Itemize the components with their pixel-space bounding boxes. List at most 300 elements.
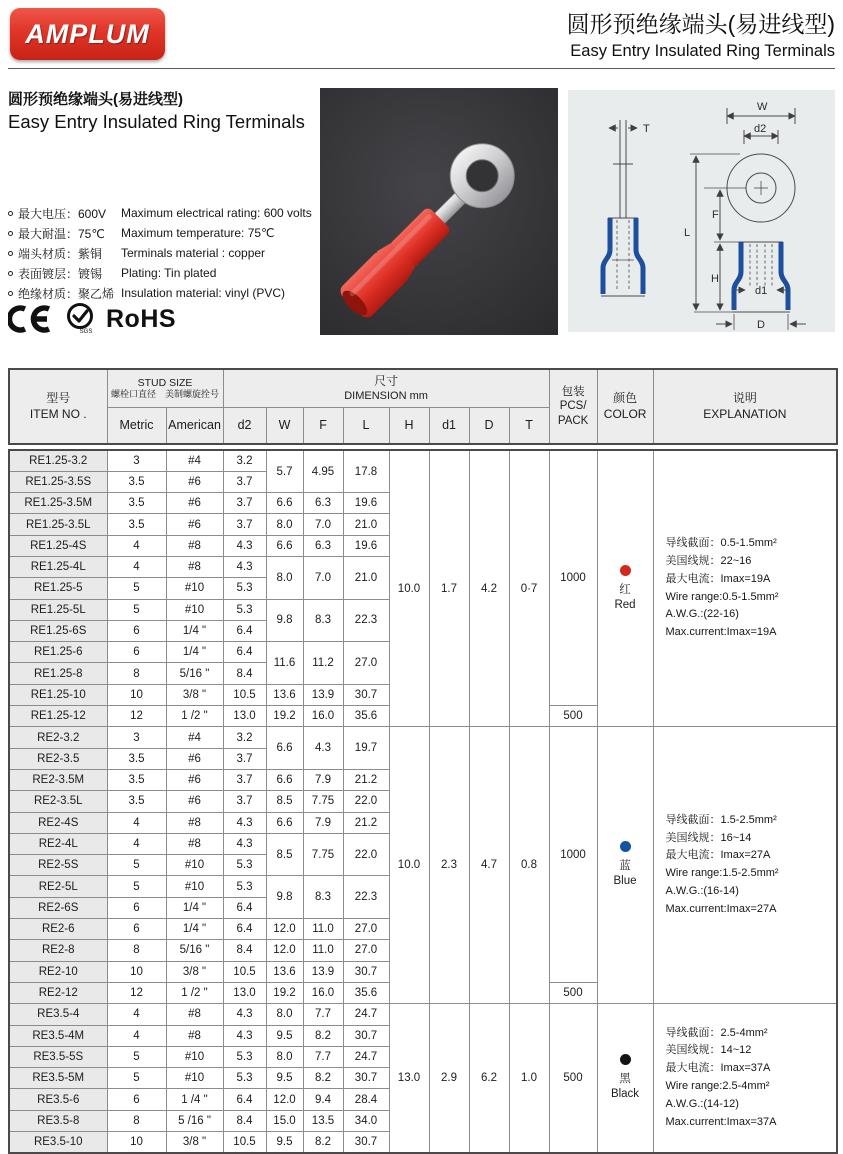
spec-zh: 端头材质：紫铜 bbox=[18, 246, 103, 261]
col-header-f: F bbox=[303, 407, 343, 444]
item-no-cell: RE1.25-3.2 bbox=[9, 450, 107, 471]
explanation-line: A.W.G.:(14-12) bbox=[665, 1097, 739, 1110]
bullet-icon bbox=[8, 271, 13, 276]
value-cell: 19.6 bbox=[343, 493, 389, 514]
value-cell: 6 bbox=[107, 642, 166, 663]
value-cell: 8.2 bbox=[303, 1025, 343, 1046]
value-cell: 8 bbox=[107, 663, 166, 684]
value-cell: 1000 bbox=[549, 727, 597, 983]
item-no-cell: RE2-5L bbox=[9, 876, 107, 897]
spec-en: Insulation material: vinyl (PVC) bbox=[121, 286, 286, 300]
color-dot-icon bbox=[620, 841, 631, 852]
page-title bbox=[567, 6, 835, 61]
value-cell: 5 bbox=[107, 1068, 166, 1089]
header-divider bbox=[8, 68, 835, 69]
value-cell: 21.0 bbox=[343, 556, 389, 599]
item-no-cell: RE1.25-10 bbox=[9, 684, 107, 705]
item-no-cell: RE2-12 bbox=[9, 982, 107, 1003]
value-cell: #6 bbox=[166, 769, 223, 790]
item-no-cell: RE2-6S bbox=[9, 897, 107, 918]
color-cell bbox=[597, 727, 653, 1004]
brand-logo-text: AMPLUM bbox=[25, 18, 150, 49]
col-header-item bbox=[9, 369, 107, 444]
value-cell: 4 bbox=[107, 1025, 166, 1046]
value-cell: 3.5 bbox=[107, 493, 166, 514]
value-cell: 27.0 bbox=[343, 919, 389, 940]
value-cell: 5 bbox=[107, 876, 166, 897]
value-cell: 10.0 bbox=[389, 450, 429, 727]
sgs-label: SGS bbox=[79, 329, 93, 335]
explanation-line: 最大电流：Imax=19A bbox=[665, 572, 771, 585]
product-photo bbox=[320, 88, 558, 335]
item-no-cell: RE1.25-3.5S bbox=[9, 471, 107, 492]
value-cell: 30.7 bbox=[343, 684, 389, 705]
dim-label-w: W bbox=[757, 101, 768, 113]
value-cell: 12 bbox=[107, 982, 166, 1003]
value-cell: 19.7 bbox=[343, 727, 389, 770]
value-cell: 4.3 bbox=[223, 833, 266, 854]
value-cell: 1/4 " bbox=[166, 897, 223, 918]
item-no-cell: RE1.25-3.5L bbox=[9, 514, 107, 535]
value-cell: 3.7 bbox=[223, 514, 266, 535]
ce-mark-icon bbox=[8, 304, 54, 334]
value-cell: 2.9 bbox=[429, 1004, 469, 1153]
value-cell: 3 bbox=[107, 727, 166, 748]
sgs-mark-icon bbox=[64, 302, 96, 336]
value-cell: 11.0 bbox=[303, 919, 343, 940]
color-name-zh: 红 bbox=[619, 583, 631, 596]
value-cell: 3/8 " bbox=[166, 684, 223, 705]
item-no-cell: RE1.25-8 bbox=[9, 663, 107, 684]
spec-row bbox=[8, 243, 316, 263]
value-cell: 6.4 bbox=[223, 897, 266, 918]
value-cell: 7.75 bbox=[303, 833, 343, 876]
pack-en1: PCS/ bbox=[559, 400, 587, 413]
value-cell: 10.5 bbox=[223, 684, 266, 705]
pack-en2: PACK bbox=[557, 414, 589, 427]
explanation-line: A.W.G.:(16-14) bbox=[665, 885, 739, 898]
spec-row bbox=[8, 203, 316, 223]
value-cell: 4 bbox=[107, 1004, 166, 1025]
item-no-cell: RE2-3.5L bbox=[9, 791, 107, 812]
spec-row bbox=[8, 223, 316, 243]
item-no-cell: RE1.25-12 bbox=[9, 706, 107, 727]
value-cell: 4.3 bbox=[223, 556, 266, 577]
item-no-cell: RE2-6 bbox=[9, 919, 107, 940]
item-no-cell: RE2-4S bbox=[9, 812, 107, 833]
value-cell: 9.5 bbox=[266, 1132, 303, 1153]
value-cell: 3.7 bbox=[223, 748, 266, 769]
value-cell: 13.0 bbox=[389, 1004, 429, 1153]
explanation-zh: 说明 bbox=[732, 390, 757, 405]
color-name-en: Blue bbox=[613, 875, 637, 888]
value-cell: #8 bbox=[166, 833, 223, 854]
value-cell: 12 bbox=[107, 706, 166, 727]
value-cell: 6.6 bbox=[266, 727, 303, 770]
value-cell: 22.0 bbox=[343, 791, 389, 812]
value-cell: 19.2 bbox=[266, 982, 303, 1003]
item-no-cell: RE3.5-5S bbox=[9, 1046, 107, 1067]
value-cell: 10.5 bbox=[223, 1132, 266, 1153]
value-cell: 6.3 bbox=[303, 493, 343, 514]
value-cell: 8 bbox=[107, 1110, 166, 1131]
col-header-t: T bbox=[509, 407, 549, 444]
value-cell: 6 bbox=[107, 919, 166, 940]
item-no-cell: RE1.25-3.5M bbox=[9, 493, 107, 514]
value-cell: 7.9 bbox=[303, 812, 343, 833]
col-header-h: H bbox=[389, 407, 429, 444]
value-cell: 1/4 " bbox=[166, 919, 223, 940]
value-cell: 17.8 bbox=[343, 450, 389, 493]
value-cell: 3.7 bbox=[223, 471, 266, 492]
value-cell: 8.2 bbox=[303, 1068, 343, 1089]
value-cell: 3.5 bbox=[107, 791, 166, 812]
value-cell: #8 bbox=[166, 556, 223, 577]
value-cell: 27.0 bbox=[343, 642, 389, 685]
value-cell: #10 bbox=[166, 1046, 223, 1067]
dim-label-d1: d1 bbox=[755, 285, 768, 297]
value-cell: 3.5 bbox=[107, 471, 166, 492]
table-row bbox=[9, 727, 837, 748]
value-cell: 7.9 bbox=[303, 769, 343, 790]
value-cell: 30.7 bbox=[343, 1068, 389, 1089]
value-cell: 6.6 bbox=[266, 812, 303, 833]
spec-en: Maximum electrical rating: 600 volts bbox=[121, 206, 312, 220]
value-cell: 5.3 bbox=[223, 1046, 266, 1067]
value-cell: #6 bbox=[166, 748, 223, 769]
value-cell: 22.0 bbox=[343, 833, 389, 876]
color-dot-icon bbox=[620, 565, 631, 576]
value-cell: 6.4 bbox=[223, 620, 266, 641]
spec-en: Plating: Tin plated bbox=[121, 266, 217, 280]
value-cell: 35.6 bbox=[343, 706, 389, 727]
value-cell: 5 bbox=[107, 855, 166, 876]
value-cell: 24.7 bbox=[343, 1004, 389, 1025]
dim-label-t: T bbox=[643, 123, 650, 135]
product-intro bbox=[8, 88, 316, 133]
item-no-cell: RE2-3.2 bbox=[9, 727, 107, 748]
item-no-cell: RE1.25-5 bbox=[9, 578, 107, 599]
value-cell: 4.3 bbox=[223, 812, 266, 833]
item-no-cell: RE2-4L bbox=[9, 833, 107, 854]
explanation-line: 导线截面：0.5-1.5mm² bbox=[665, 537, 777, 550]
value-cell: 6 bbox=[107, 1089, 166, 1110]
explanation-line: 导线截面：1.5-2.5mm² bbox=[665, 813, 777, 826]
value-cell: 8.2 bbox=[303, 1132, 343, 1153]
explanation-line: 美国线规：22~16 bbox=[665, 555, 752, 568]
value-cell: #8 bbox=[166, 535, 223, 556]
spec-table-body bbox=[8, 449, 838, 1154]
value-cell: 6 bbox=[107, 620, 166, 641]
value-cell: 4.2 bbox=[469, 450, 509, 727]
bullet-icon bbox=[8, 291, 13, 296]
value-cell: 5.3 bbox=[223, 876, 266, 897]
pack-zh: 包装 bbox=[561, 385, 585, 398]
value-cell: 21.2 bbox=[343, 812, 389, 833]
value-cell: #10 bbox=[166, 1068, 223, 1089]
value-cell: 4 bbox=[107, 812, 166, 833]
col-header-pack bbox=[549, 369, 597, 444]
value-cell: 28.4 bbox=[343, 1089, 389, 1110]
value-cell: 3/8 " bbox=[166, 1132, 223, 1153]
value-cell: 21.0 bbox=[343, 514, 389, 535]
color-zh: 颜色 bbox=[613, 390, 638, 405]
col-header-metric: Metric bbox=[107, 407, 166, 444]
value-cell: 13.5 bbox=[303, 1110, 343, 1131]
value-cell: 1000 bbox=[549, 450, 597, 706]
spec-en: Terminals material : copper bbox=[121, 246, 266, 260]
value-cell: 27.0 bbox=[343, 940, 389, 961]
item-no-cell: RE3.5-8 bbox=[9, 1110, 107, 1131]
value-cell: 34.0 bbox=[343, 1110, 389, 1131]
dim-label-l: L bbox=[684, 227, 691, 239]
product-title-en: Easy Entry Insulated Ring Terminals bbox=[8, 111, 305, 132]
explanation-line: 美国线规：16~14 bbox=[665, 831, 752, 844]
value-cell: 22.3 bbox=[343, 599, 389, 642]
value-cell: #8 bbox=[166, 812, 223, 833]
spec-zh: 表面镀层：镀锡 bbox=[18, 266, 103, 281]
value-cell: 24.7 bbox=[343, 1046, 389, 1067]
explanation-line: 最大电流：Imax=37A bbox=[665, 1062, 771, 1075]
item-no-cell: RE1.25-5L bbox=[9, 599, 107, 620]
value-cell: 30.7 bbox=[343, 1025, 389, 1046]
value-cell: 5 /16 " bbox=[166, 1110, 223, 1131]
item-no-cell: RE3.5-4 bbox=[9, 1004, 107, 1025]
value-cell: 35.6 bbox=[343, 982, 389, 1003]
value-cell: 500 bbox=[549, 706, 597, 727]
value-cell: 9.8 bbox=[266, 599, 303, 642]
color-dot-icon bbox=[620, 1054, 631, 1065]
spec-zh: 最大电压：600V bbox=[18, 206, 107, 221]
value-cell: 7.0 bbox=[303, 514, 343, 535]
explanation-cell bbox=[653, 450, 837, 727]
value-cell: #10 bbox=[166, 578, 223, 599]
bullet-icon bbox=[8, 211, 13, 216]
col-header-explanation bbox=[653, 369, 837, 444]
value-cell: 3.2 bbox=[223, 450, 266, 471]
spec-table-header bbox=[8, 368, 838, 445]
color-name-en: Red bbox=[614, 598, 636, 611]
dimension-zh: 尺寸 bbox=[374, 374, 399, 389]
value-cell: 16.0 bbox=[303, 982, 343, 1003]
item-no-cell: RE2-3.5M bbox=[9, 769, 107, 790]
value-cell: 15.0 bbox=[266, 1110, 303, 1131]
value-cell: 5 bbox=[107, 599, 166, 620]
col-header-stud-size bbox=[107, 369, 223, 407]
ring-terminal-photo bbox=[320, 88, 558, 335]
value-cell: 7.7 bbox=[303, 1004, 343, 1025]
rohs-label: RoHS bbox=[106, 304, 177, 333]
value-cell: 19.6 bbox=[343, 535, 389, 556]
value-cell: 4.3 bbox=[303, 727, 343, 770]
value-cell: 11.2 bbox=[303, 642, 343, 685]
value-cell: 6.3 bbox=[303, 535, 343, 556]
page-title-zh: 圆形预绝缘端头(易进线型) bbox=[566, 11, 835, 37]
explanation-line: Max.current:Imax=27A bbox=[665, 902, 777, 915]
item-no-cell: RE2-8 bbox=[9, 940, 107, 961]
value-cell: 11.0 bbox=[303, 940, 343, 961]
value-cell: 6.6 bbox=[266, 769, 303, 790]
value-cell: 8.0 bbox=[266, 556, 303, 599]
value-cell: 12.0 bbox=[266, 940, 303, 961]
value-cell: 6.4 bbox=[223, 642, 266, 663]
value-cell: 22.3 bbox=[343, 876, 389, 919]
value-cell: 13.6 bbox=[266, 684, 303, 705]
value-cell: 0·7 bbox=[509, 450, 549, 727]
value-cell: #10 bbox=[166, 599, 223, 620]
item-no-cell: RE1.25-4L bbox=[9, 556, 107, 577]
value-cell: 500 bbox=[549, 982, 597, 1003]
value-cell: 30.7 bbox=[343, 1132, 389, 1153]
value-cell: 19.2 bbox=[266, 706, 303, 727]
value-cell: 30.7 bbox=[343, 961, 389, 982]
value-cell: 1.7 bbox=[429, 450, 469, 727]
value-cell: 4 bbox=[107, 556, 166, 577]
value-cell: 8.4 bbox=[223, 1110, 266, 1131]
value-cell: 10.5 bbox=[223, 961, 266, 982]
item-no-cell: RE3.5-6 bbox=[9, 1089, 107, 1110]
color-cell bbox=[597, 1004, 653, 1153]
value-cell: 4.3 bbox=[223, 535, 266, 556]
value-cell: 4.3 bbox=[223, 1004, 266, 1025]
col-header-american: American bbox=[166, 407, 223, 444]
color-en: COLOR bbox=[603, 406, 647, 421]
value-cell: 1 /4 " bbox=[166, 1089, 223, 1110]
item-no-cell: RE3.5-4M bbox=[9, 1025, 107, 1046]
item-no-cell: RE2-10 bbox=[9, 961, 107, 982]
spec-zh: 最大耐温：75℃ bbox=[18, 226, 105, 241]
value-cell: 12.0 bbox=[266, 919, 303, 940]
explanation-line: Wire range:1.5-2.5mm² bbox=[665, 867, 779, 880]
color-name-en: Black bbox=[610, 1087, 640, 1100]
explanation-line: Wire range:0.5-1.5mm² bbox=[665, 590, 779, 603]
value-cell: 5.3 bbox=[223, 855, 266, 876]
dimension-en: DIMENSION mm bbox=[344, 390, 428, 403]
item-no-cell: RE1.25-4S bbox=[9, 535, 107, 556]
value-cell: #10 bbox=[166, 855, 223, 876]
col-header-d2: d2 bbox=[223, 407, 266, 444]
value-cell: 7.7 bbox=[303, 1046, 343, 1067]
dimension-diagram bbox=[568, 90, 835, 332]
value-cell: 7.75 bbox=[303, 791, 343, 812]
value-cell: 8.3 bbox=[303, 876, 343, 919]
explanation-line: 导线截面：2.5-4mm² bbox=[665, 1026, 768, 1039]
color-name-zh: 黑 bbox=[619, 1073, 631, 1086]
value-cell: 1/4 " bbox=[166, 620, 223, 641]
color-name-zh: 蓝 bbox=[619, 860, 631, 873]
value-cell: 10 bbox=[107, 1132, 166, 1153]
value-cell: 3.5 bbox=[107, 769, 166, 790]
value-cell: 5/16 " bbox=[166, 940, 223, 961]
value-cell: 6 bbox=[107, 897, 166, 918]
value-cell: 4.7 bbox=[469, 727, 509, 1004]
value-cell: 8.5 bbox=[266, 791, 303, 812]
stud-size-zh: 螺栓口直径 美制螺旋拴号 bbox=[111, 388, 220, 399]
value-cell: 16.0 bbox=[303, 706, 343, 727]
page-title-en: Easy Entry Insulated Ring Terminals bbox=[570, 42, 835, 60]
value-cell: 3.2 bbox=[223, 727, 266, 748]
spec-list bbox=[8, 203, 316, 303]
spec-row bbox=[8, 283, 316, 303]
item-no-cell: RE1.25-6 bbox=[9, 642, 107, 663]
value-cell: 1.0 bbox=[509, 1004, 549, 1153]
explanation-en: EXPLANATION bbox=[703, 406, 787, 421]
value-cell: 8.4 bbox=[223, 663, 266, 684]
value-cell: 10 bbox=[107, 684, 166, 705]
value-cell: #6 bbox=[166, 514, 223, 535]
value-cell: #4 bbox=[166, 450, 223, 471]
explanation-line: 最大电流：Imax=27A bbox=[665, 849, 771, 862]
value-cell: 10.0 bbox=[389, 727, 429, 1004]
value-cell: 5.3 bbox=[223, 1068, 266, 1089]
value-cell: 1 /2 " bbox=[166, 982, 223, 1003]
value-cell: 5.3 bbox=[223, 599, 266, 620]
value-cell: #6 bbox=[166, 471, 223, 492]
explanation-line: Max.current:Imax=19A bbox=[665, 626, 777, 639]
value-cell: 3.7 bbox=[223, 769, 266, 790]
explanation-line: Wire range:2.5-4mm² bbox=[665, 1080, 770, 1092]
value-cell: 500 bbox=[549, 1004, 597, 1153]
stud-size-en: STUD SIZE bbox=[137, 376, 193, 389]
value-cell: 21.2 bbox=[343, 769, 389, 790]
value-cell: 1 /2 " bbox=[166, 706, 223, 727]
value-cell: 2.3 bbox=[429, 727, 469, 1004]
value-cell: 9.8 bbox=[266, 876, 303, 919]
spec-row bbox=[8, 263, 316, 283]
item-no-cell: RE3.5-10 bbox=[9, 1132, 107, 1153]
value-cell: 4 bbox=[107, 833, 166, 854]
value-cell: 8 bbox=[107, 940, 166, 961]
item-no-cell: RE2-5S bbox=[9, 855, 107, 876]
value-cell: 13.0 bbox=[223, 706, 266, 727]
value-cell: 13.0 bbox=[223, 982, 266, 1003]
dim-label-d: D bbox=[757, 319, 765, 331]
value-cell: 13.9 bbox=[303, 961, 343, 982]
table-row bbox=[9, 450, 837, 471]
item-no-cell: RE3.5-5M bbox=[9, 1068, 107, 1089]
value-cell: 4 bbox=[107, 535, 166, 556]
dim-label-f: F bbox=[712, 209, 719, 221]
value-cell: 4.95 bbox=[303, 450, 343, 493]
value-cell: 5.3 bbox=[223, 578, 266, 599]
col-header-d: D bbox=[469, 407, 509, 444]
value-cell: 5.7 bbox=[266, 450, 303, 493]
value-cell: 4.3 bbox=[223, 1025, 266, 1046]
value-cell: #4 bbox=[166, 727, 223, 748]
value-cell: 8.0 bbox=[266, 1046, 303, 1067]
col-header-color bbox=[597, 369, 653, 444]
item-header-en: ITEM NO . bbox=[29, 406, 87, 421]
item-no-cell: RE2-3.5 bbox=[9, 748, 107, 769]
value-cell: 3/8 " bbox=[166, 961, 223, 982]
value-cell: 13.6 bbox=[266, 961, 303, 982]
bullet-icon bbox=[8, 251, 13, 256]
value-cell: 7.0 bbox=[303, 556, 343, 599]
value-cell: 8.0 bbox=[266, 514, 303, 535]
value-cell: 9.5 bbox=[266, 1068, 303, 1089]
value-cell: 8.3 bbox=[303, 599, 343, 642]
spec-zh: 绝缘材质：聚乙烯 bbox=[18, 286, 115, 301]
value-cell: 10 bbox=[107, 961, 166, 982]
col-header-l: L bbox=[343, 407, 389, 444]
spec-en: Maximum temperature: 75℃ bbox=[121, 226, 275, 240]
brand-logo bbox=[10, 8, 165, 60]
color-cell bbox=[597, 450, 653, 727]
explanation-cell bbox=[653, 1004, 837, 1153]
value-cell: #6 bbox=[166, 791, 223, 812]
value-cell: #8 bbox=[166, 1004, 223, 1025]
value-cell: 12.0 bbox=[266, 1089, 303, 1110]
